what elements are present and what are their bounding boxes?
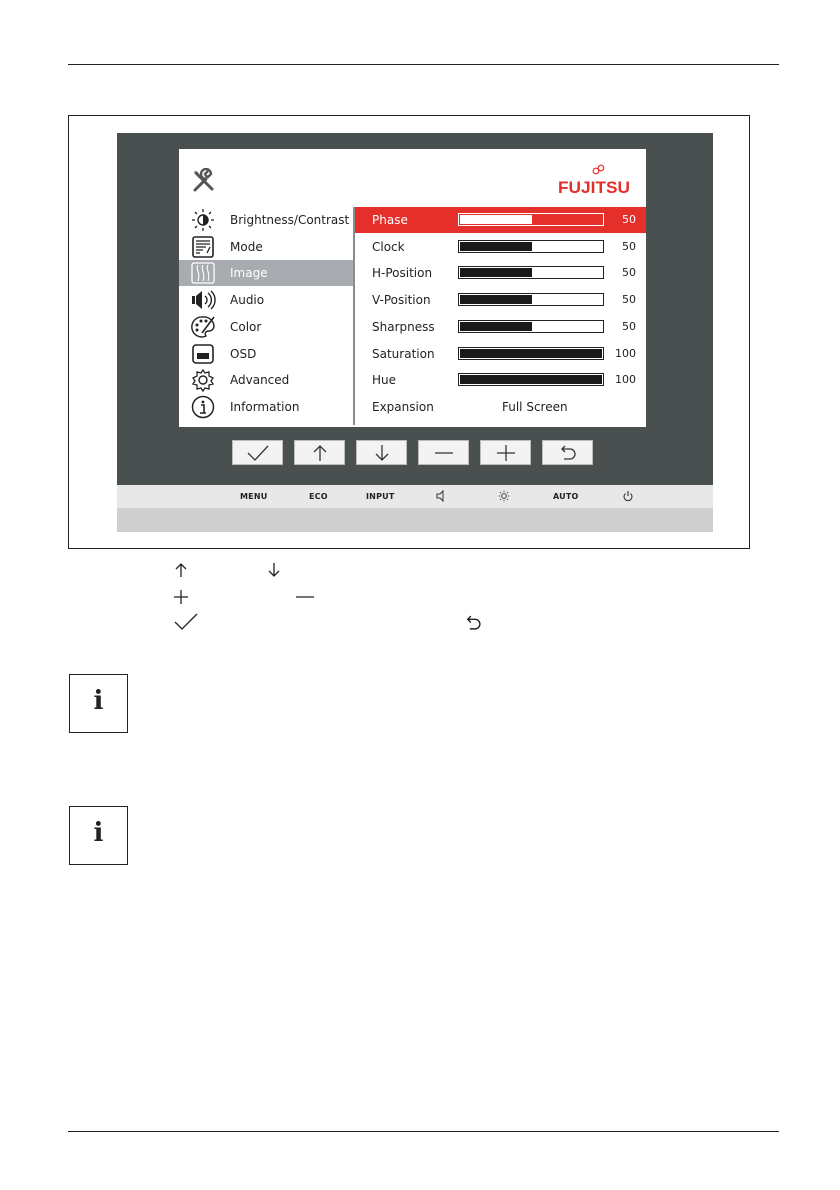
tools-icon: [191, 168, 217, 194]
osd-icon: [190, 342, 216, 366]
setting-label: H-Position: [372, 266, 433, 281]
slider-fill: [460, 322, 532, 331]
setting-label: Sharpness: [372, 319, 435, 334]
setting-label: V-Position: [372, 293, 431, 308]
setting-value: 50: [622, 293, 636, 307]
setting-slider[interactable]: [458, 320, 604, 333]
info-icon: [190, 395, 216, 419]
setting-row-h-position[interactable]: [355, 260, 646, 286]
setting-row-sharpness[interactable]: [355, 314, 646, 340]
menu-item-label: Mode: [230, 239, 263, 254]
power-icon[interactable]: [622, 490, 634, 502]
menu-item-label: Information: [230, 399, 300, 414]
back-icon: [463, 614, 483, 631]
brightness-icon: [190, 208, 216, 232]
menu-item-image[interactable]: [179, 260, 353, 286]
setting-slider[interactable]: [458, 266, 604, 279]
slider-fill: [460, 295, 532, 304]
setting-label: Phase: [372, 213, 408, 227]
expansion-label: Expansion: [372, 400, 434, 414]
gear-icon: [190, 368, 216, 392]
setting-slider[interactable]: [458, 373, 604, 386]
slider-fill: [460, 375, 602, 384]
setting-value: 50: [622, 239, 636, 253]
slider-fill: [460, 268, 532, 277]
menu-item-color[interactable]: [179, 314, 353, 340]
front-panel: [117, 485, 713, 508]
fujitsu-logo: [557, 164, 632, 196]
menu-item-label: Advanced: [230, 373, 290, 388]
speaker-icon[interactable]: [435, 490, 447, 502]
setting-slider[interactable]: [458, 240, 604, 253]
slider-fill: [460, 349, 602, 358]
sun-icon[interactable]: [498, 490, 510, 502]
minus-icon: [432, 444, 456, 462]
audio-icon: [190, 288, 216, 312]
setting-row-clock[interactable]: [355, 234, 646, 260]
down-button[interactable]: [356, 440, 407, 465]
up-button[interactable]: [294, 440, 345, 465]
setting-value: 50: [622, 319, 636, 333]
arrow-up-icon: [308, 444, 332, 462]
setting-label: Clock: [372, 239, 405, 254]
info-icon: i: [93, 818, 104, 848]
color-palette-icon: [190, 315, 216, 339]
setting-row-saturation[interactable]: [355, 341, 646, 367]
logo-text: FUJITSU: [558, 178, 630, 196]
monitor-bezel: [117, 508, 713, 532]
info-note-box: [69, 674, 128, 733]
image-icon: [190, 261, 216, 285]
check-icon: [246, 444, 270, 462]
check-icon: [173, 613, 199, 631]
slider-fill: [460, 242, 532, 251]
eco-key[interactable]: ECO: [309, 492, 328, 501]
minus-button[interactable]: [418, 440, 469, 465]
setting-slider[interactable]: [458, 293, 604, 306]
minus-icon: [295, 589, 315, 605]
confirm-button[interactable]: [232, 440, 283, 465]
menu-item-audio[interactable]: [179, 287, 353, 313]
menu-item-osd[interactable]: [179, 341, 353, 367]
plus-icon: [494, 444, 518, 462]
back-icon: [556, 444, 580, 462]
menu-item-label: Brightness/Contrast: [230, 213, 350, 227]
input-key[interactable]: INPUT: [366, 492, 395, 501]
setting-label: Hue: [372, 373, 397, 388]
back-button[interactable]: [542, 440, 593, 465]
info-icon: i: [93, 686, 104, 716]
setting-value: 50: [622, 213, 636, 226]
menu-key[interactable]: MENU: [240, 492, 268, 501]
setting-slider[interactable]: [458, 213, 604, 226]
info-note-box: [69, 806, 128, 865]
menu-item-information[interactable]: [179, 394, 353, 420]
osd-menu: [179, 149, 646, 427]
header-rule: [68, 64, 779, 65]
menu-item-label: Color: [230, 319, 262, 334]
auto-key[interactable]: AUTO: [553, 492, 579, 501]
mode-icon: [190, 235, 216, 259]
arrow-down-icon: [266, 562, 282, 578]
menu-item-brightness-contrast[interactable]: [179, 207, 353, 233]
setting-value: 100: [615, 346, 636, 360]
expansion-row[interactable]: [355, 394, 646, 420]
setting-row-phase[interactable]: [355, 207, 646, 233]
setting-slider[interactable]: [458, 347, 604, 360]
menu-item-advanced[interactable]: [179, 367, 353, 393]
setting-value: 100: [615, 373, 636, 387]
setting-row-hue[interactable]: [355, 367, 646, 393]
plus-icon: [173, 589, 189, 605]
arrow-down-icon: [370, 444, 394, 462]
setting-row-v-position[interactable]: [355, 287, 646, 313]
setting-value: 50: [622, 266, 636, 280]
menu-item-label: Audio: [230, 293, 265, 308]
menu-item-label: Image: [230, 266, 268, 281]
arrow-up-icon: [173, 562, 189, 578]
menu-item-label: OSD: [230, 346, 257, 361]
slider-fill: [460, 215, 532, 224]
setting-label: Saturation: [372, 346, 435, 361]
expansion-value: Full Screen: [502, 400, 568, 414]
plus-button[interactable]: [480, 440, 531, 465]
footer-rule: [68, 1131, 779, 1132]
menu-item-mode[interactable]: [179, 234, 353, 260]
